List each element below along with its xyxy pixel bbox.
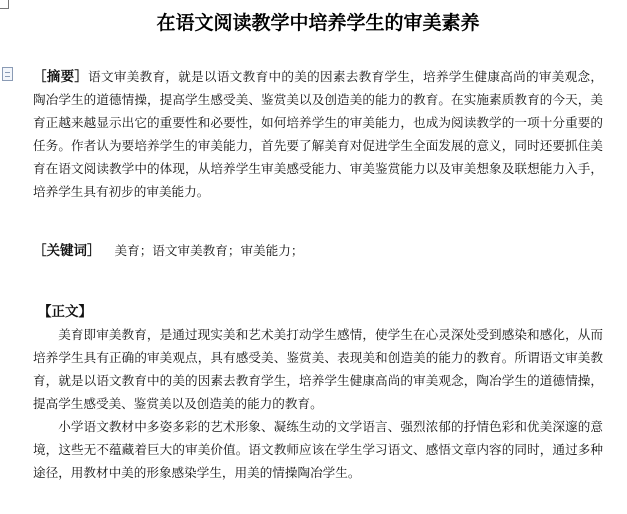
abstract-text: 语文审美教育，就是以语文教育中的美的因素去教育学生，培养学生健康高尚的审美观念，陶冶学生的道德情操，提高学生感受美、鉴赏美以及创造美的能力的教育。在实施素质教育的今天，美育正越来越显示出它的重要性和必要性，如何培养学生的审美能力，也成为阅读教学的一项十分重要的任务。作者认为要培养学生的审美能力，首先要了解美育对促进学生全面发展的意义，同时还要抓住美育在语文阅读教学中的体现，从培养学生审美感受能力、审美鉴赏能力以及审美想象及联想能力入手，培养学生具有初步的审美能力。 [33, 69, 604, 199]
document-title: 在语文阅读教学中培养学生的审美素养 [156, 12, 480, 34]
body-paragraph-1: 美育即审美教育，是通过现实美和艺术美打动学生感情，使学生在心灵深处受到感染和感化，从而培养学生具有正确的审美观点，具有感受美、鉴赏美、表现美和创造美的能力的教育。所谓语文审美教育，就是以语文教育中的美的因素去教育学生，培养学生健康高尚的审美观念，陶冶学生的道德情操，提高学生感受美、鉴赏美以及创造美的能力的教育。 [33, 327, 603, 412]
keywords-values: 美育；语文审美教育；审美能力； [114, 243, 304, 259]
keywords-label: ［关键词］ [33, 243, 101, 260]
document-map-icon[interactable] [2, 67, 13, 81]
page-corner-mark [0, 0, 9, 9]
document-page [33, 8, 603, 485]
body-heading: 【正文】 [38, 304, 92, 321]
abstract-label: ［摘要］ [33, 69, 89, 85]
abstract-section [33, 66, 603, 203]
keywords-section [33, 240, 603, 263]
body-paragraph-2: 小学语文教材中多姿多彩的艺术形象、凝练生动的文学语言、强烈浓郁的抒情色彩和优美深邃的意境，这些无不蕴藏着巨大的审美价值。语文教师应该在学生学习语文、感悟文章内容的同时，通过多种途径，用教材中美的形象感染学生，用美的情操陶冶学生。 [33, 418, 603, 480]
